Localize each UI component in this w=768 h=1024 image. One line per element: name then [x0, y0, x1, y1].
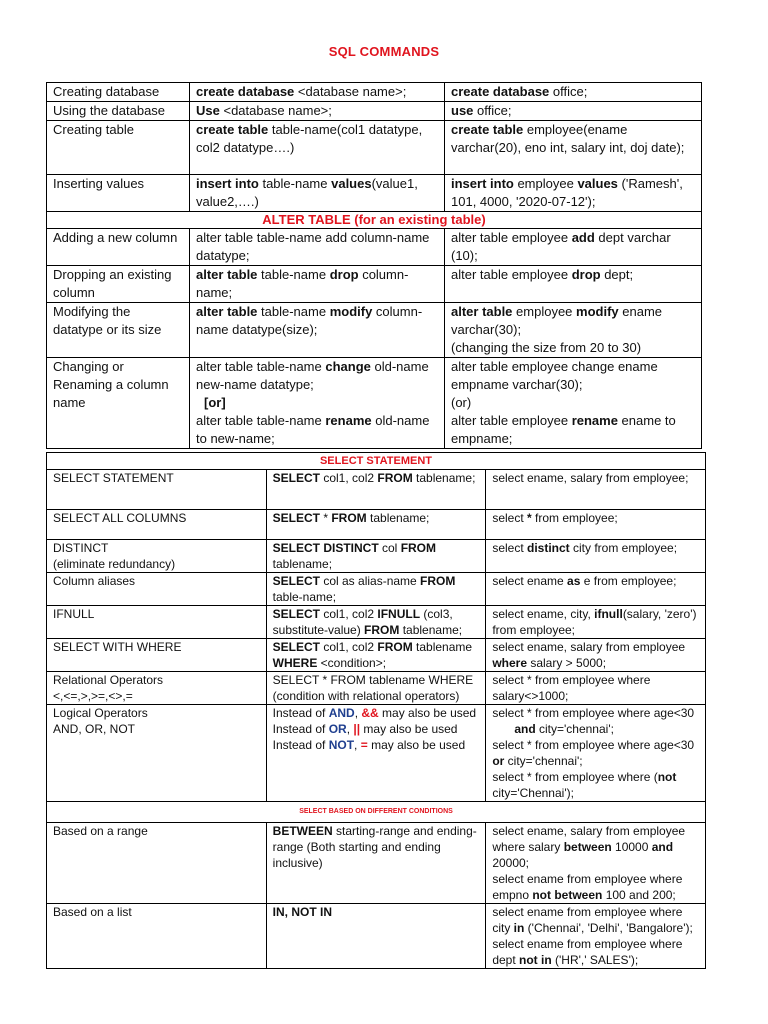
- syntax-cell: create table table-name(col1 datatype, col2 datatype….): [190, 121, 445, 175]
- table-row: [47, 102, 702, 121]
- syntax-cell: IN, NOT IN: [266, 904, 486, 969]
- section-heading-row: [47, 212, 702, 229]
- syntax-cell: BETWEEN starting-range and ending-range (Both starting and ending inclusive): [266, 823, 486, 904]
- table-row: [47, 229, 702, 266]
- table-row: [47, 83, 702, 102]
- select-statement-heading: SELECT STATEMENT: [47, 453, 706, 470]
- row-label: Changing or Renaming a column name: [47, 358, 190, 449]
- example-cell: insert into employee values ('Ramesh', 101, 4000, '2020-07-12');: [445, 175, 702, 212]
- row-label: Adding a new column: [47, 229, 190, 266]
- example-cell: use office;: [445, 102, 702, 121]
- example-cell: alter table employee drop dept;: [445, 266, 702, 303]
- row-label: Creating table: [47, 121, 190, 175]
- row-label: Inserting values: [47, 175, 190, 212]
- syntax-cell: alter table table-name modify column-name datatype(size);: [190, 303, 445, 358]
- row-label: Logical Operators AND, OR, NOT: [47, 705, 267, 802]
- syntax-cell: SELECT col1, col2 IFNULL (col3, substitute-value) FROM tablename;: [266, 606, 486, 639]
- table-row: [47, 121, 702, 175]
- row-label: SELECT WITH WHERE: [47, 639, 267, 672]
- example-cell: select * from employee;: [486, 510, 706, 540]
- row-label: Based on a list: [47, 904, 267, 969]
- table-row: [47, 606, 706, 639]
- section-heading-row: [47, 453, 706, 470]
- row-label: Based on a range: [47, 823, 267, 904]
- table-row: [47, 358, 702, 449]
- syntax-cell: create database <database name>;: [190, 83, 445, 102]
- example-cell: create table employee(ename varchar(20), eno int, salary int, doj date);: [445, 121, 702, 175]
- table-row: [47, 540, 706, 573]
- page-title: SQL COMMANDS: [328, 44, 440, 59]
- syntax-cell: alter table table-name change old-name new-name datatype; [or] alter table table-name rename old-name to new-name;: [190, 358, 445, 449]
- table-row: [47, 266, 702, 303]
- row-label: Creating database: [47, 83, 190, 102]
- alter-table-heading: ALTER TABLE (for an existing table): [47, 212, 702, 229]
- syntax-cell: alter table table-name drop column-name;: [190, 266, 445, 303]
- row-label: SELECT STATEMENT: [47, 470, 267, 510]
- example-cell: select ename, city, ifnull(salary, 'zero') from employee;: [486, 606, 706, 639]
- example-cell: create database office;: [445, 83, 702, 102]
- example-cell: select ename from employee where city in ('Chennai', 'Delhi', 'Bangalore'); select ename from employee where dept not in ('HR',' SALES');: [486, 904, 706, 969]
- table-row: [47, 470, 706, 510]
- row-label: Using the database: [47, 102, 190, 121]
- syntax-cell: SELECT col1, col2 FROM tablename WHERE <condition>;: [266, 639, 486, 672]
- table-row: [47, 175, 702, 212]
- row-label: Dropping an existing column: [47, 266, 190, 303]
- syntax-cell: Instead of AND, && may also be used Instead of OR, || may also be used Instead of NOT, = may also be used: [266, 705, 486, 802]
- example-cell: alter table employee change ename empname varchar(30); (or) alter table employee rename ename to empname;: [445, 358, 702, 449]
- table-row: [47, 823, 706, 904]
- select-statement-table: [46, 452, 706, 969]
- syntax-cell: SELECT col1, col2 FROM tablename;: [266, 470, 486, 510]
- table-row: [47, 510, 706, 540]
- table-row: [47, 904, 706, 969]
- row-label: IFNULL: [47, 606, 267, 639]
- row-label: Modifying the datatype or its size: [47, 303, 190, 358]
- example-cell: select ename, salary from employee where salary between 10000 and 20000; select ename from employee where empno not between 100 and 200;: [486, 823, 706, 904]
- syntax-cell: SELECT col as alias-name FROM table-name;: [266, 573, 486, 606]
- example-cell: select * from employee where salary<>1000;: [486, 672, 706, 705]
- row-label: DISTINCT (eliminate redundancy): [47, 540, 267, 573]
- table-row: [47, 573, 706, 606]
- syntax-cell: Use <database name>;: [190, 102, 445, 121]
- table-row: [47, 639, 706, 672]
- row-label: Column aliases: [47, 573, 267, 606]
- conditions-heading: SELECT BASED ON DIFFERENT CONDITIONS: [47, 802, 706, 823]
- example-cell: select distinct city from employee;: [486, 540, 706, 573]
- syntax-cell: alter table table-name add column-name datatype;: [190, 229, 445, 266]
- section-heading-row: [47, 802, 706, 823]
- sql-basics-table: [46, 82, 702, 449]
- example-cell: select ename as e from employee;: [486, 573, 706, 606]
- table-row: [47, 705, 706, 802]
- row-label: SELECT ALL COLUMNS: [47, 510, 267, 540]
- syntax-cell: SELECT * FROM tablename WHERE (condition with relational operators): [266, 672, 486, 705]
- syntax-cell: insert into table-name values(value1, value2,….): [190, 175, 445, 212]
- example-cell: select ename, salary from employee where salary > 5000;: [486, 639, 706, 672]
- example-cell: alter table employee modify ename varchar(30); (changing the size from 20 to 30): [445, 303, 702, 358]
- table-row: [47, 303, 702, 358]
- example-cell: alter table employee add dept varchar (10);: [445, 229, 702, 266]
- syntax-cell: SELECT DISTINCT col FROM tablename;: [266, 540, 486, 573]
- syntax-cell: SELECT * FROM tablename;: [266, 510, 486, 540]
- row-label: Relational Operators <,<=,>,>=,<>,=: [47, 672, 267, 705]
- example-cell: select ename, salary from employee;: [486, 470, 706, 510]
- example-cell: select * from employee where age<30and city='chennai'; select * from employee where age<30 or city='chennai'; select * from employee where (not city='Chennai');: [486, 705, 706, 802]
- table-row: [47, 672, 706, 705]
